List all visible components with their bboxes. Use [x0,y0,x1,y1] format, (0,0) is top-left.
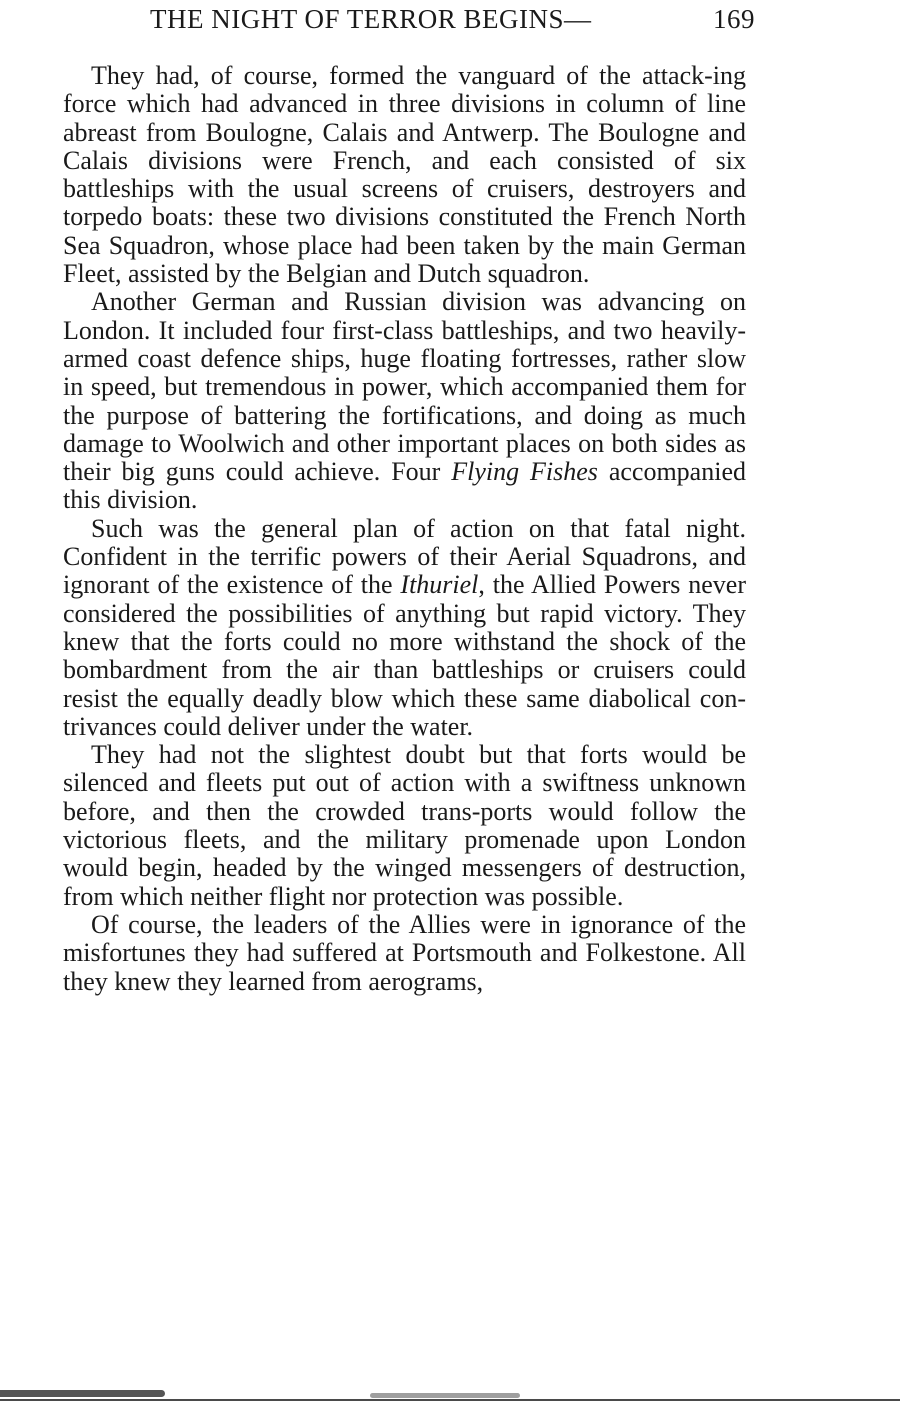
paragraph-1-text: They had, of course, formed the vanguard of the attack-ing force which had advanced in three divisions in column of line abreast from Boulogne, Calais and Antwerp. The Boulogne and Calais divisions were French, and each consisted of six battleships with the usual screens of cruisers, destroyers and torpedo boats: these two divisions constituted the French North Sea Squadron, whose place had been taken by the main German Fleet, assisted by the Belgian and Dutch squadron. [63,61,746,289]
paragraph-1 [63,62,746,288]
paragraph-2 [63,288,746,514]
body-text [63,62,746,996]
running-head [150,4,755,38]
scan-edge-artifact [0,1390,165,1397]
scan-bottom-rule [0,1399,900,1401]
paragraph-2-italic: Flying Fishes [451,457,598,487]
paragraph-3-italic: Ithuriel [400,570,479,600]
paragraph-2-text-b: accompanied this division. [63,457,746,515]
paragraph-5-text: Of course, the leaders of the Allies were in ignorance of the misfortunes they had suffered at Portsmouth and Folkestone. All they knew they learned from aerograms, [63,909,746,996]
paragraph-4 [63,741,746,911]
paragraph-3-text-a: Such was the general plan of action on that fatal night. Confident in the terrific powers of their Aerial Squadrons, and ignorant of the existence of the [63,513,746,600]
page-number: 169 [713,4,755,34]
running-title: THE NIGHT OF TERROR BEGINS— [150,4,592,34]
scan-smudge-artifact [370,1393,520,1398]
paragraph-3-text-b: , the Allied Powers never considered the possibilities of anything but rapid victory. They knew that the forts could no more withstand the shock of the bombardment from the air than battleships or cruisers could resist the equally deadly blow which these same diabolical con-trivances could deliver under the water. [63,570,746,741]
paragraph-5 [63,911,746,996]
paragraph-3 [63,515,746,741]
paragraph-2-text-a: Another German and Russian division was advancing on London. It included four first-class battleships, and two heavily-armed coast defence ships, huge floating fortresses, rather slow in speed, but tremendous in power, which accompanied them for the purpose of battering the fortifications, and doing as much damage to Woolwich and other important places on both sides as their big guns could achieve. Four [63,287,746,487]
paragraph-4-text: They had not the slightest doubt but that forts would be silenced and fleets put out of action with a swiftness unknown before, and then the crowded trans-ports would follow the victorious fleets, and the military promenade upon London would begin, headed by the winged messengers of destruction, from which neither flight nor protection was possible. [63,740,746,911]
